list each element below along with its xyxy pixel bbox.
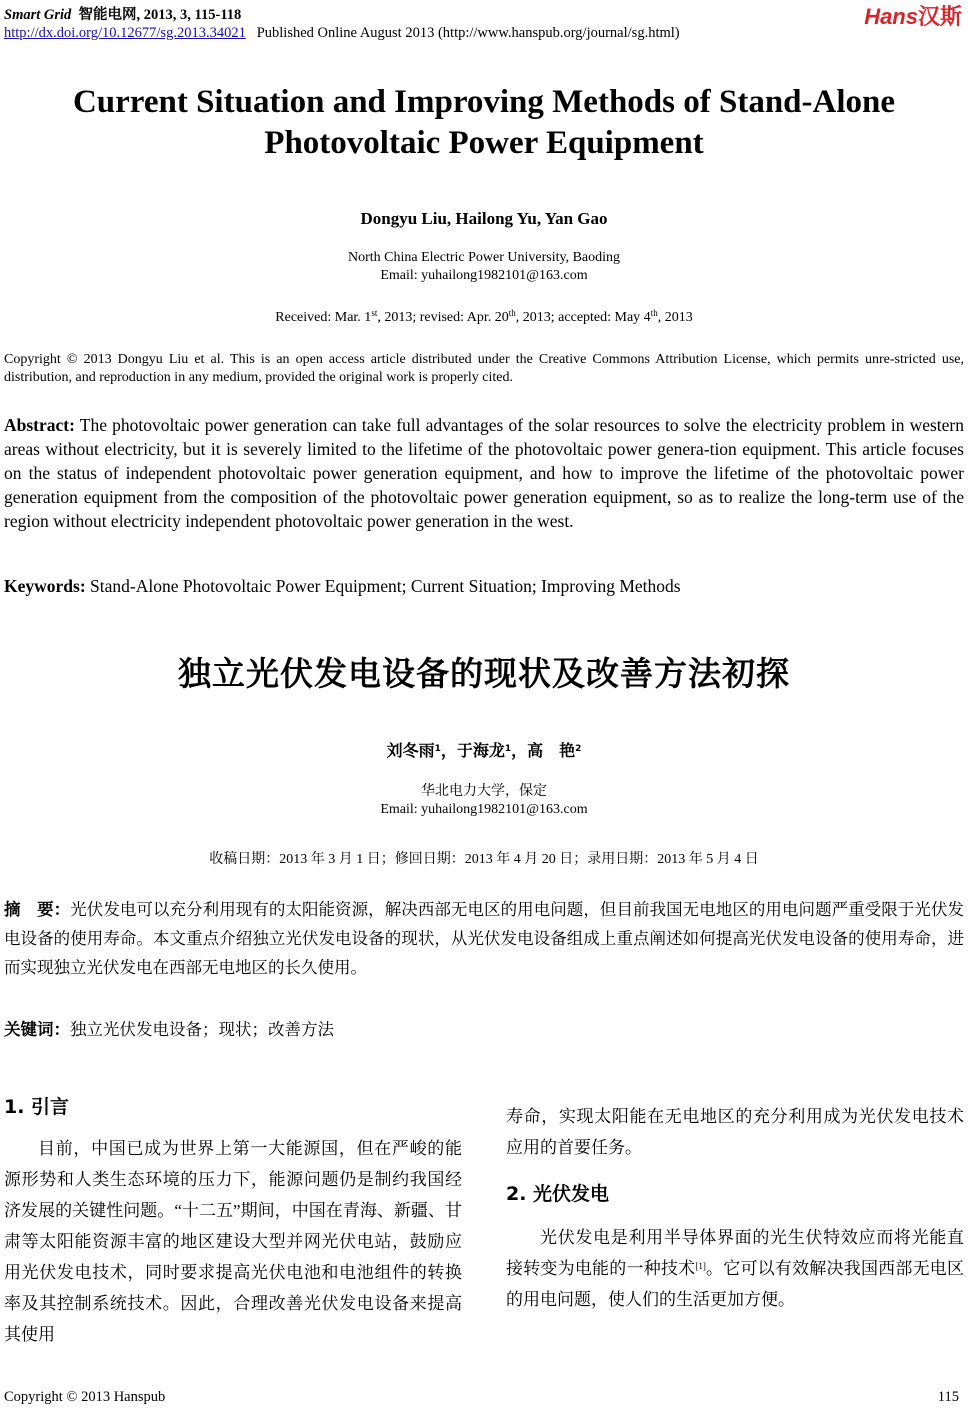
abstract xyxy=(4,413,964,533)
article-title xyxy=(0,82,968,164)
journal-citation: 智能电网, 2013, 3, 115-118 xyxy=(78,7,242,23)
title-line-1: Current Situation and Improving Methods of Stand-Alone xyxy=(72,84,896,120)
section-1-continuation: 寿命，实现太阳能在无电地区的充分利用成为光伏发电技术应用的首要任务。 xyxy=(506,1107,964,1157)
keywords xyxy=(4,576,964,597)
doi-link[interactable]: http://dx.doi.org/10.12677/sg.2013.34021 xyxy=(4,25,246,41)
page-number: 115 xyxy=(937,1389,959,1405)
copyright-notice: Copyright © 2013 Dongyu Liu et al. This is an open access article distributed under the Creative Commons Attribution License, which permits unre-stricted use, distribution, and reproduction in any medium, provided the original work is properly cited. xyxy=(4,352,964,385)
publication-line xyxy=(4,25,680,42)
section-2-paragraph: 光伏发电是利用半导体界面的光生伏特效应而将光能直接转变为电能的一种技术[1]。它可以有效解决我国西部无电区的用电问题，使人们的生活更加方便。 xyxy=(506,1228,965,1309)
publisher-logo: Hans汉斯 xyxy=(864,4,962,29)
chinese-title: 独立光伏发电设备的现状及改善方法初探 xyxy=(178,654,790,693)
chinese-abstract xyxy=(4,895,964,982)
citation-ref[interactable]: [1] xyxy=(695,1261,706,1271)
chinese-affiliation-block xyxy=(0,783,968,819)
journal-name: Smart Grid xyxy=(4,7,72,23)
abstract-text: The photovoltaic power generation can take full advantages of the solar resources to solve the electricity problem in western areas without electricity, but it is severely limited to the lifetime of the photovoltaic power genera-tion equipment. This article focuses on the status of independent photovoltaic power generation equipment, and how to improve the lifetime of the photovoltaic power generation equipment from the composition of the photovoltaic power generation equipment, so as to realize the long-term use of the region without electricity independent photovoltaic power generation in the west. xyxy=(4,415,965,531)
chinese-abstract-text: 光伏发电可以充分利用现有的太阳能资源，解决西部无电区的用电问题，但目前我国无电地区的用电问题严重受限于光伏发电设备的使用寿命。本文重点介绍独立光伏发电设备的现状，从光伏发电设备组成上重点阐述如何提高光伏发电设备的使用寿命，进而实现独立光伏发电在西部无电地区的长久使用。 xyxy=(4,900,965,977)
chinese-keywords-text: 独立光伏发电设备；现状；改善方法 xyxy=(70,1020,334,1039)
footer-copyright: Copyright © 2013 Hanspub xyxy=(4,1389,166,1405)
journal-header xyxy=(4,3,241,24)
chinese-keywords xyxy=(4,1016,964,1040)
chinese-affiliation: 华北电力大学，保定 xyxy=(421,784,547,799)
chinese-abstract-label: 摘 要： xyxy=(4,900,71,919)
title-line-2: Photovoltaic Power Equipment xyxy=(264,125,704,161)
chinese-keywords-label: 关键词： xyxy=(4,1020,70,1039)
right-column xyxy=(506,1101,964,1315)
abstract-label: Abstract: xyxy=(4,415,75,435)
chinese-email: Email: yuhailong1982101@163.com xyxy=(380,802,588,817)
section-2-heading: 2. 光伏发电 xyxy=(506,1183,610,1205)
section-1-heading: 1. 引言 xyxy=(4,1096,70,1118)
left-column xyxy=(4,1092,462,1350)
published-online: Published Online August 2013 (http://www.hanspub.org/journal/sg.html) xyxy=(256,25,680,41)
affiliation: North China Electric Power University, Baoding xyxy=(347,250,621,265)
affiliation-block xyxy=(0,249,968,285)
chinese-authors: 刘冬雨$^1$，于海龙$^1$，高 艳$^2$ xyxy=(386,741,582,760)
email: Email: yuhailong1982101@163.com xyxy=(380,268,588,283)
authors: Dongyu Liu, Hailong Yu, Yan Gao xyxy=(360,209,608,228)
article-dates: Received: Mar. 1st, 2013; revised: Apr. 20th, 2013; accepted: May 4th, 2013 xyxy=(275,308,693,325)
keywords-label: Keywords: xyxy=(4,576,86,596)
keywords-text: Stand-Alone Photovoltaic Power Equipment; Current Situation; Improving Methods xyxy=(90,576,681,596)
chinese-dates: 收稿日期：2013 年 3 月 1 日；修回日期：2013 年 4 月 20 日；录用日期：2013 年 5 月 4 日 xyxy=(209,852,759,867)
section-1-paragraph: 目前，中国已成为世界上第一大能源国，但在严峻的能源形势和人类生态环境的压力下，能源问题仍是制约我国经济发展的关键性问题。“十二五”期间，中国在青海、新疆、甘肃等太阳能资源丰富的地区建设大型并网光伏电站，鼓励应用光伏发电技术，同时要求提高光伏电池和电池组件的转换率及其控制系统技术。因此，合理改善光伏发电设备来提高其使用 xyxy=(4,1139,462,1344)
